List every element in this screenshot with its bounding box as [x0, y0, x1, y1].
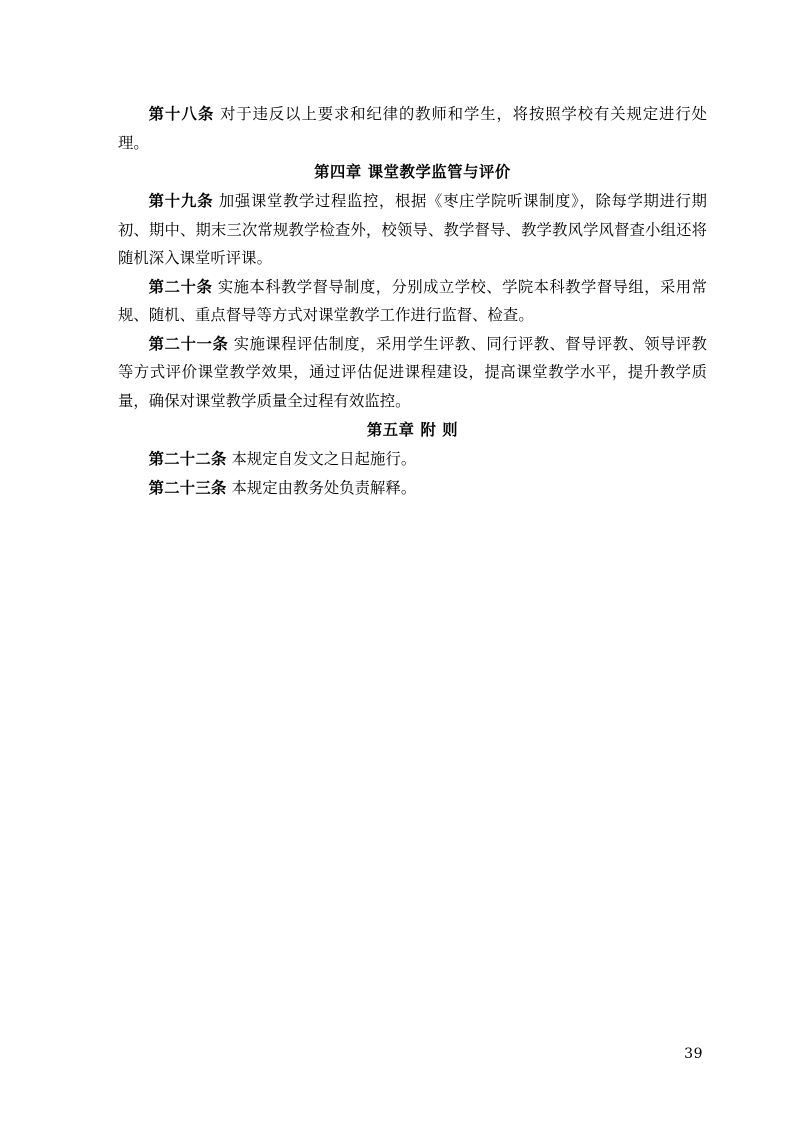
clause-19: [118, 187, 707, 273]
clause-21: [118, 330, 707, 416]
page-number: 39: [684, 1046, 703, 1062]
clause-19-text: 加强课堂教学过程监控，根据《枣庄学院听课制度》，除每学期进行期初、期中、期末三次常规教学检查外，校领导、教学督导、教学教风学风督查小组还将随机深入课堂听评课。: [118, 192, 707, 267]
chapter-4-heading: 第四章 课堂教学监管与评价: [314, 163, 511, 181]
clause-20: [118, 273, 707, 330]
clause-22: [118, 445, 707, 474]
clause-18-text: 对于违反以上要求和纪律的教师和学生，将按照学校有关规定进行处理。: [118, 105, 707, 152]
clause-20-text: 实施本科教学督导制度，分别成立学校、学院本科教学督导组，采用常规、随机、重点督导等方式对课堂教学工作进行监督、检查。: [118, 277, 707, 324]
clause-20-label: 第二十条: [148, 277, 213, 296]
clause-23-text: 本规定由教务处负责解释。: [231, 478, 417, 497]
clause-22-text: 本规定自发文之日起施行。: [231, 450, 417, 468]
clause-18: [118, 100, 707, 157]
clause-21-label: 第二十一条: [148, 334, 229, 353]
clause-22-label: 第二十二条: [148, 450, 227, 468]
clause-23-label: 第二十三条: [148, 478, 227, 497]
clause-21-text: 实施课程评估制度，采用学生评教、同行评教、督导评教、领导评教等方式评价课堂教学效果，通过评估促进课程建设，提高课堂教学水平，提升教学质量，确保对课堂教学质量全过程有效监控。: [118, 334, 707, 410]
clause-23: [118, 474, 707, 503]
document-body: [118, 100, 707, 502]
chapter-5-heading: 第五章 附 则: [366, 421, 459, 439]
clause-18-label: 第十八条: [148, 105, 215, 123]
clause-19-label: 第十九条: [148, 192, 214, 210]
